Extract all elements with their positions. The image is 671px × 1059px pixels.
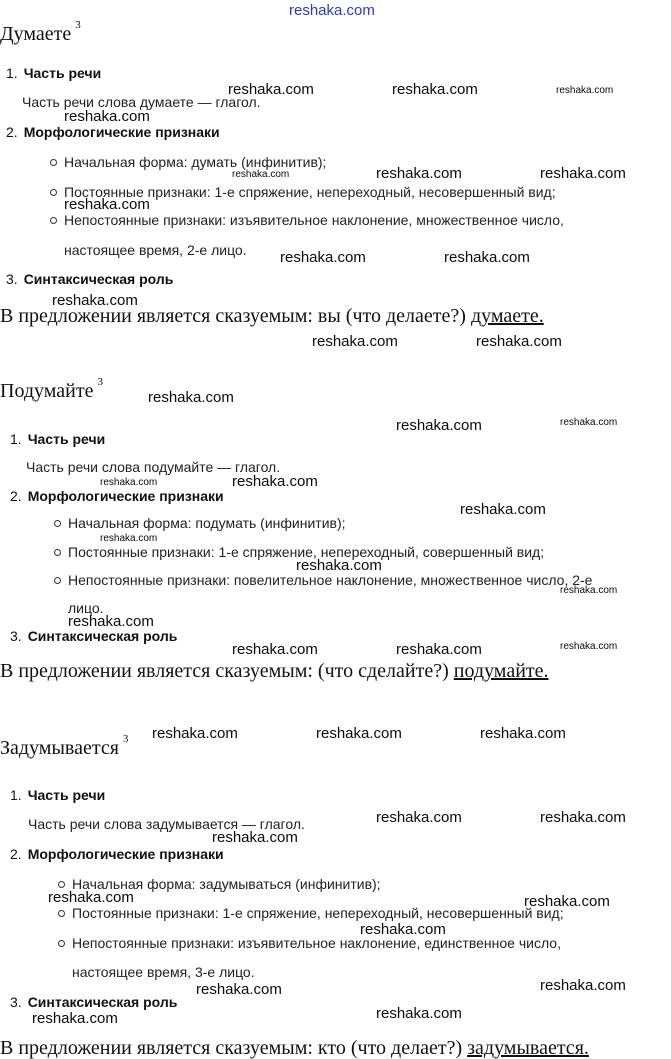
watermark: reshaka.com	[560, 417, 618, 428]
footnote-mark: 3	[97, 376, 103, 388]
watermark: reshaka.com	[32, 1010, 118, 1027]
highlighted-word: думаете.	[470, 305, 544, 327]
watermark: reshaka.com	[148, 389, 234, 406]
watermark: reshaka.com	[289, 2, 375, 19]
initial-form: Начальная форма: думать (инфинитив);	[64, 154, 327, 170]
section-heading: 3. Синтаксическая роль	[10, 994, 178, 1010]
initial-form: Начальная форма: задумываться (инфинитив);	[72, 876, 381, 892]
watermark: reshaka.com	[232, 169, 290, 180]
section-heading: 2. Морфологические признаки	[10, 846, 224, 862]
watermark: reshaka.com	[64, 108, 150, 125]
pos-text: Часть речи слова подумайте — глагол.	[26, 459, 281, 475]
entry-title	[0, 376, 103, 402]
section-heading: 3. Синтаксическая роль	[10, 628, 178, 644]
syntax-sentence: В предложении является сказуемым: (что сделайте?) подумайте.	[0, 660, 549, 682]
watermark: reshaka.com	[64, 196, 150, 213]
watermark: reshaka.com	[196, 981, 282, 998]
entry-word: Задумывается	[0, 737, 119, 759]
section-heading: 1. Часть речи	[10, 787, 106, 803]
watermark: reshaka.com	[480, 725, 566, 742]
section-heading: 2. Морфологические признаки	[10, 488, 224, 504]
watermark: reshaka.com	[396, 641, 482, 658]
watermark: reshaka.com	[540, 165, 626, 182]
section-heading: 1. Часть речи	[6, 65, 102, 81]
pos-text: Часть речи слова думаете — глагол.	[22, 94, 261, 110]
watermark: reshaka.com	[48, 889, 134, 906]
variable-features-cont: настоящее время, 2-е лицо.	[64, 242, 247, 258]
watermark: reshaka.com	[396, 417, 482, 434]
watermark: reshaka.com	[232, 641, 318, 658]
section-heading: 3. Синтаксическая роль	[6, 271, 174, 287]
variable-features: Непостоянные признаки: изъявительное наклонение, множественное число,	[64, 212, 564, 228]
watermark: reshaka.com	[152, 725, 238, 742]
watermark: reshaka.com	[560, 641, 618, 652]
section-heading: 1. Часть речи	[10, 431, 106, 447]
footnote-mark: 3	[122, 733, 129, 745]
watermark: reshaka.com	[540, 809, 626, 826]
watermark: reshaka.com	[392, 81, 478, 98]
watermark: reshaka.com	[312, 333, 398, 350]
variable-features-cont: настоящее время, 3-е лицо.	[72, 964, 255, 980]
pos-text: Часть речи слова задумывается — глагол.	[28, 816, 305, 832]
syntax-sentence: В предложении является сказуемым: вы (что делаете?) думаете.	[0, 305, 544, 327]
constant-features: Постоянные признаки: 1-е спряжение, непереходный, несовершенный вид;	[72, 905, 564, 921]
highlighted-word: задумывается.	[467, 1037, 589, 1059]
footnote-mark: 3	[75, 19, 81, 31]
watermark: reshaka.com	[68, 613, 154, 630]
watermark: reshaka.com	[360, 921, 446, 938]
constant-features: Постоянные признаки: 1-е спряжение, непереходный, совершенный вид;	[68, 544, 545, 560]
watermark: reshaka.com	[444, 249, 530, 266]
watermark: reshaka.com	[460, 501, 546, 518]
initial-form: Начальная форма: подумать (инфинитив);	[68, 515, 346, 531]
watermark: reshaka.com	[100, 533, 158, 544]
watermark: reshaka.com	[316, 725, 402, 742]
watermark: reshaka.com	[280, 249, 366, 266]
watermark: reshaka.com	[100, 477, 158, 488]
watermark: reshaka.com	[476, 333, 562, 350]
entry-title	[0, 733, 129, 759]
watermark: reshaka.com	[524, 893, 610, 910]
variable-features: Непостоянные признаки: изъявительное наклонение, единственное число,	[72, 935, 561, 951]
watermark: reshaka.com	[376, 165, 462, 182]
watermark: reshaka.com	[212, 829, 298, 846]
entry-word: Думаете	[0, 23, 72, 45]
highlighted-word: подумайте.	[453, 660, 549, 682]
syntax-sentence: В предложении является сказуемым: кто (что делает?) задумывается.	[0, 1037, 589, 1059]
entry-title	[0, 19, 81, 45]
entry-word: Подумайте	[0, 380, 94, 402]
watermark: reshaka.com	[232, 473, 318, 490]
constant-features: Постоянные признаки: 1-е спряжение, непереходный, несовершенный вид;	[64, 184, 556, 200]
variable-features: Непостоянные признаки: повелительное наклонение, множественное число, 2-е	[68, 572, 593, 588]
watermark: reshaka.com	[376, 1005, 462, 1022]
watermark: reshaka.com	[296, 557, 382, 574]
watermark: reshaka.com	[376, 809, 462, 826]
watermark: reshaka.com	[540, 977, 626, 994]
watermark: reshaka.com	[228, 81, 314, 98]
watermark: reshaka.com	[560, 585, 618, 596]
variable-features-cont: лицо.	[68, 600, 104, 616]
watermark: reshaka.com	[556, 85, 614, 96]
section-heading: 2. Морфологические признаки	[6, 124, 220, 140]
watermark: reshaka.com	[52, 292, 138, 309]
